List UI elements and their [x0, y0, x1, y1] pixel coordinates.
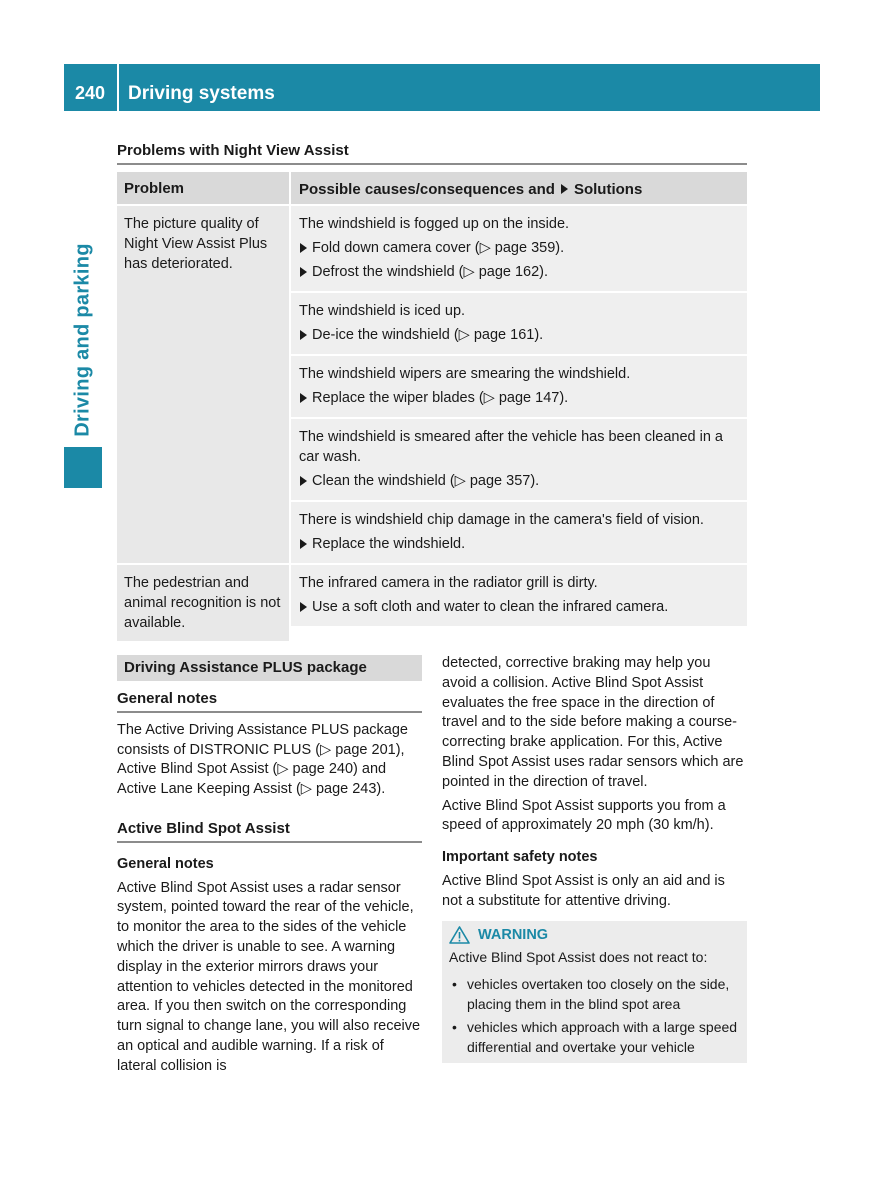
solution-text: Use a soft cloth and water to clean the infrared camera. — [312, 599, 669, 615]
warning-box — [442, 921, 747, 1064]
cause-text: The windshield is iced up. — [299, 303, 466, 319]
safety-heading: Important safety notes — [442, 849, 598, 866]
blind-spot-heading: Active Blind Spot Assist — [117, 819, 422, 843]
solution-step — [299, 534, 739, 554]
solution-step — [299, 238, 739, 258]
header-solutions-label: Solutions — [573, 181, 643, 198]
header-divider — [117, 64, 119, 111]
section-rule — [117, 163, 747, 165]
warning-intro: Active Blind Spot Assist does not react to: — [449, 949, 708, 966]
table-header — [117, 172, 747, 204]
cause-cell — [291, 206, 747, 291]
cause-text: There is windshield chip damage in the camera's field of vision. — [299, 512, 704, 528]
causes-column — [289, 565, 747, 641]
continued-paragraph: detected, corrective braking may help you avoid a collision. Active Blind Spot Assist evaluates the free space in the direction of travel and to the side before making a course-correcting brake application. For this, Active Blind Spot Assist uses radar sensors which are pointed in the direction of travel. — [442, 655, 744, 790]
arrow-icon — [300, 602, 307, 612]
right-column — [442, 654, 747, 1063]
cause-text: The windshield is smeared after the vehicle has been cleaned in a car wash. — [299, 429, 723, 465]
solution-text: Fold down camera cover (▷ page 359). — [312, 240, 565, 256]
arrow-icon — [300, 330, 307, 340]
problems-table — [117, 172, 747, 641]
cause-cell — [291, 291, 747, 354]
arrow-icon — [561, 184, 568, 194]
warning-label: WARNING — [478, 926, 549, 943]
warning-bullet: • vehicles which approach with a large speed differential and overtake your vehicle — [449, 1017, 740, 1057]
cause-text: The infrared camera in the radiator grill is dirty. — [299, 575, 598, 591]
solution-step — [299, 471, 739, 491]
warning-bullet-text: vehicles overtaken too closely on the side, placing them in the blind spot area — [467, 976, 730, 1013]
header-causes-label: Possible causes/consequences and — [299, 181, 555, 198]
header-problem: Problem — [124, 180, 185, 197]
chapter-title: Driving systems — [128, 83, 275, 104]
left-column — [117, 655, 422, 1077]
table-row — [117, 563, 747, 641]
solution-text: Replace the windshield. — [312, 536, 466, 552]
solution-step — [299, 262, 739, 282]
general-notes-heading: General notes — [117, 689, 422, 713]
warning-bullet-text: vehicles which approach with a large speed differential and overtake your vehicle — [467, 1019, 738, 1056]
solution-text: Clean the windshield (▷ page 357). — [312, 473, 540, 489]
side-tab-marker — [64, 447, 102, 488]
general-notes-subheading: General notes — [117, 855, 214, 872]
problem-cell: The picture quality of Night View Assist Plus has deteriorated. — [117, 206, 289, 563]
page-number: 240 — [74, 83, 106, 103]
solution-step — [299, 597, 739, 617]
cause-cell — [291, 500, 747, 563]
cause-cell — [291, 354, 747, 417]
table-row — [117, 204, 747, 563]
cause-cell — [291, 417, 747, 500]
arrow-icon — [300, 267, 307, 277]
solution-text: Replace the wiper blades (▷ page 147). — [312, 390, 569, 406]
problem-cell: The pedestrian and animal recognition is not available. — [117, 565, 289, 641]
header-causes — [289, 172, 747, 204]
intro-paragraph: The Active Driving Assistance PLUS package consists of DISTRONIC PLUS (▷ page 201), Active Blind Spot Assist (▷ page 240) and Active Lane Keeping Assist (▷ page 243). — [117, 721, 408, 798]
safety-paragraph: Active Blind Spot Assist is only an aid and is not a substitute for attentive driving. — [442, 872, 725, 909]
causes-column — [289, 206, 747, 563]
solution-step — [299, 325, 739, 345]
solution-step — [299, 388, 739, 408]
cause-cell — [291, 565, 747, 626]
cause-text: The windshield is fogged up on the inside. — [299, 216, 570, 232]
blind-spot-paragraph: Active Blind Spot Assist uses a radar sensor system, pointed toward the rear of the vehicle, to monitor the area to the sides of the vehicle which the driver is unable to see. A warning display in the exterior mirrors draws your attention to vehicles detected in the monitored area. If you then switch on the corresponding turn signal to change lane, you will also receive an optical and audible warning. If a risk of lateral collision is — [117, 879, 421, 1074]
page-header — [64, 64, 820, 111]
problems-section-title: Problems with Night View Assist — [117, 142, 349, 159]
package-heading: Driving Assistance PLUS package — [117, 655, 422, 681]
speed-paragraph: Active Blind Spot Assist supports you from a speed of approximately 20 mph (30 km/h). — [442, 797, 726, 834]
warning-triangle-icon — [449, 926, 470, 944]
side-tab-label: Driving and parking — [71, 243, 94, 437]
warning-bullet: • vehicles overtaken too closely on the side, placing them in the blind spot area — [449, 974, 740, 1014]
cause-text: The windshield wipers are smearing the windshield. — [299, 366, 631, 382]
solution-text: Defrost the windshield (▷ page 162). — [312, 264, 549, 280]
arrow-icon — [300, 539, 307, 549]
arrow-icon — [300, 393, 307, 403]
arrow-icon — [300, 476, 307, 486]
warning-title — [449, 926, 740, 946]
solution-text: De-ice the windshield (▷ page 161). — [312, 327, 544, 343]
arrow-icon — [300, 243, 307, 253]
